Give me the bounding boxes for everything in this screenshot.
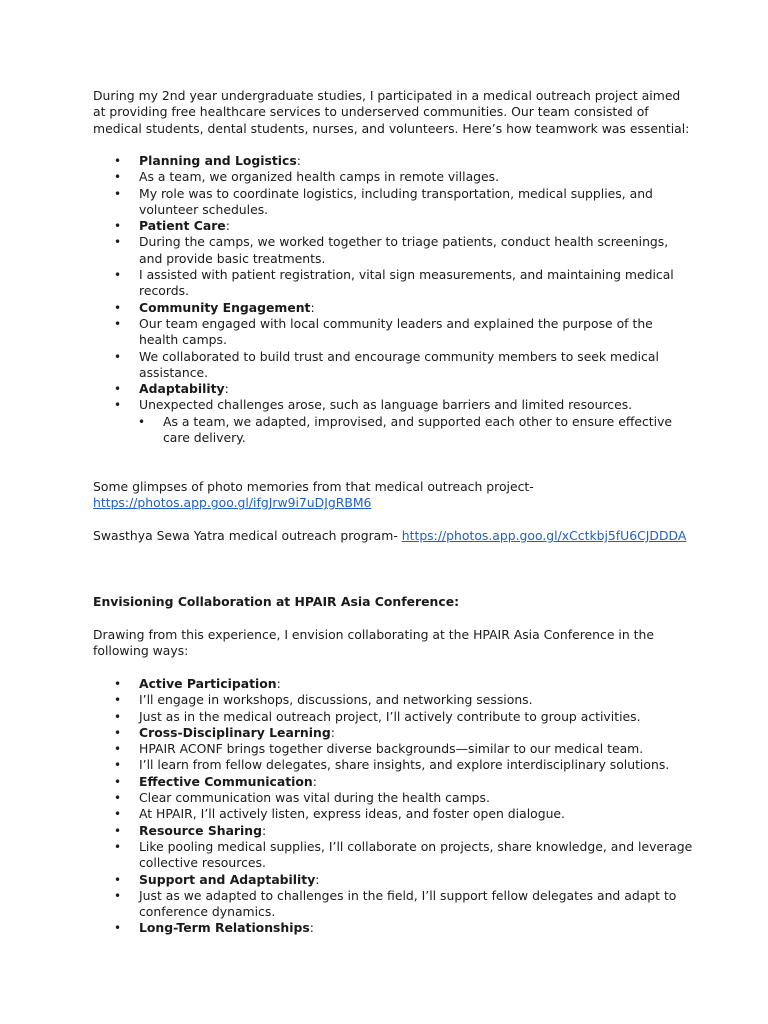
list-item bbox=[93, 169, 693, 185]
list-item-title: Patient Care bbox=[139, 218, 226, 234]
list-item-text: At HPAIR, I’ll actively listen, express ideas, and foster open dialogue. bbox=[139, 806, 565, 822]
list-item-text: During the camps, we worked together to triage patients, conduct health screenings, and provide basic treatments. bbox=[139, 234, 669, 266]
list-item bbox=[93, 823, 693, 839]
list-item bbox=[93, 790, 693, 806]
list-item bbox=[93, 888, 693, 921]
photos-text: Some glimpses of photo memories from that medical outreach project- bbox=[93, 479, 534, 494]
collab-intro-paragraph: Drawing from this experience, I envision collaborating at the HPAIR Asia Conference in the following ways: bbox=[93, 627, 654, 659]
list-item bbox=[93, 920, 693, 936]
list-item-title: Planning and Logistics bbox=[139, 153, 297, 168]
list-item-text: Just as we adapted to challenges in the field, I’ll support fellow delegates and adapt to conference dynamics. bbox=[139, 887, 677, 920]
photos-paragraph bbox=[93, 479, 693, 512]
list-item-text: Clear communication was vital during the health camps. bbox=[139, 790, 490, 806]
list-item-title: Community Engagement bbox=[139, 299, 311, 315]
list-item-text: Unexpected challenges arose, such as language barriers and limited resources. bbox=[139, 397, 633, 413]
program-paragraph bbox=[93, 528, 693, 544]
list-item-text: I’ll engage in workshops, discussions, and networking sessions. bbox=[139, 692, 533, 708]
list-item bbox=[93, 218, 693, 234]
list-item-text: : bbox=[309, 920, 314, 936]
list-item bbox=[93, 267, 693, 300]
list-item bbox=[93, 381, 693, 397]
teamwork-list bbox=[93, 153, 693, 446]
photos-link[interactable]: https://photos.app.goo.gl/ifgJrw9i7uDJgRBM6 bbox=[93, 495, 372, 511]
list-item-text: I’ll learn from fellow delegates, share insights, and explore interdisciplinary solutions. bbox=[139, 757, 670, 773]
list-item-text: As a team, we organized health camps in remote villages. bbox=[139, 169, 500, 185]
list-item bbox=[93, 757, 693, 773]
list-item bbox=[93, 316, 693, 349]
list-item-title: Active Participation bbox=[139, 676, 277, 691]
list-item bbox=[93, 414, 693, 447]
section-heading: Envisioning Collaboration at HPAIR Asia Conference: bbox=[93, 594, 460, 609]
list-item bbox=[93, 806, 693, 822]
list-item-title: Long-Term Relationships bbox=[139, 920, 310, 936]
list-item-text: As a team, we adapted, improvised, and supported each other to ensure effective care delivery. bbox=[163, 413, 673, 446]
list-item bbox=[93, 872, 693, 888]
list-item-text: : bbox=[224, 381, 229, 397]
list-item-text: : bbox=[296, 153, 301, 168]
list-item bbox=[93, 774, 693, 790]
list-item bbox=[93, 300, 693, 316]
list-item bbox=[93, 709, 693, 725]
list-item bbox=[93, 839, 693, 872]
list-item-text: Just as in the medical outreach project, I’ll actively contribute to group activities. bbox=[139, 708, 641, 724]
list-item bbox=[93, 741, 693, 757]
list-item-text: : bbox=[312, 773, 317, 789]
list-item bbox=[93, 676, 693, 692]
list-item bbox=[93, 153, 693, 169]
list-item-text: : bbox=[330, 724, 335, 740]
list-item bbox=[93, 349, 693, 382]
list-item-text: : bbox=[276, 676, 281, 691]
list-item-title: Resource Sharing bbox=[139, 822, 262, 838]
list-item-text: Like pooling medical supplies, I’ll collaborate on projects, share knowledge, and leverage collective resources. bbox=[139, 838, 693, 871]
list-item-title: Adaptability bbox=[139, 381, 225, 397]
list-item-text: : bbox=[225, 218, 230, 234]
list-item-text: I assisted with patient registration, vital sign measurements, and maintaining medical records. bbox=[139, 267, 674, 299]
list-item bbox=[93, 397, 693, 413]
list-item-text: Our team engaged with local community leaders and explained the purpose of the health camps. bbox=[139, 315, 653, 348]
list-item-title: Support and Adaptability bbox=[139, 871, 316, 887]
collab-list bbox=[93, 676, 693, 937]
list-item bbox=[93, 234, 693, 267]
list-item bbox=[93, 692, 693, 708]
list-item-text: : bbox=[315, 871, 320, 887]
list-item-text: My role was to coordinate logistics, including transportation, medical supplies, and volunteer schedules. bbox=[139, 185, 653, 217]
list-item-text: HPAIR ACONF brings together diverse backgrounds—similar to our medical team. bbox=[139, 741, 644, 757]
list-item-text: : bbox=[310, 299, 315, 315]
list-item-text: We collaborated to build trust and encourage community members to seek medical assistance. bbox=[139, 348, 659, 380]
list-item-title: Effective Communication bbox=[139, 773, 313, 789]
program-link[interactable]: https://photos.app.goo.gl/xCctkbj5fU6CJDDDA bbox=[401, 528, 687, 543]
list-item-title: Cross-Disciplinary Learning bbox=[139, 724, 331, 740]
program-text: Swasthya Sewa Yatra medical outreach program- bbox=[93, 528, 402, 543]
list-item-text: : bbox=[261, 822, 267, 838]
list-item bbox=[93, 725, 693, 741]
list-item bbox=[93, 186, 693, 219]
intro-paragraph: During my 2nd year undergraduate studies, I participated in a medical outreach project aimed at providing free healthcare services to underserved communities. Our team consisted of medical students, dental students, nurses, and volunteers. Here’s how teamwork was essential: bbox=[93, 88, 690, 136]
